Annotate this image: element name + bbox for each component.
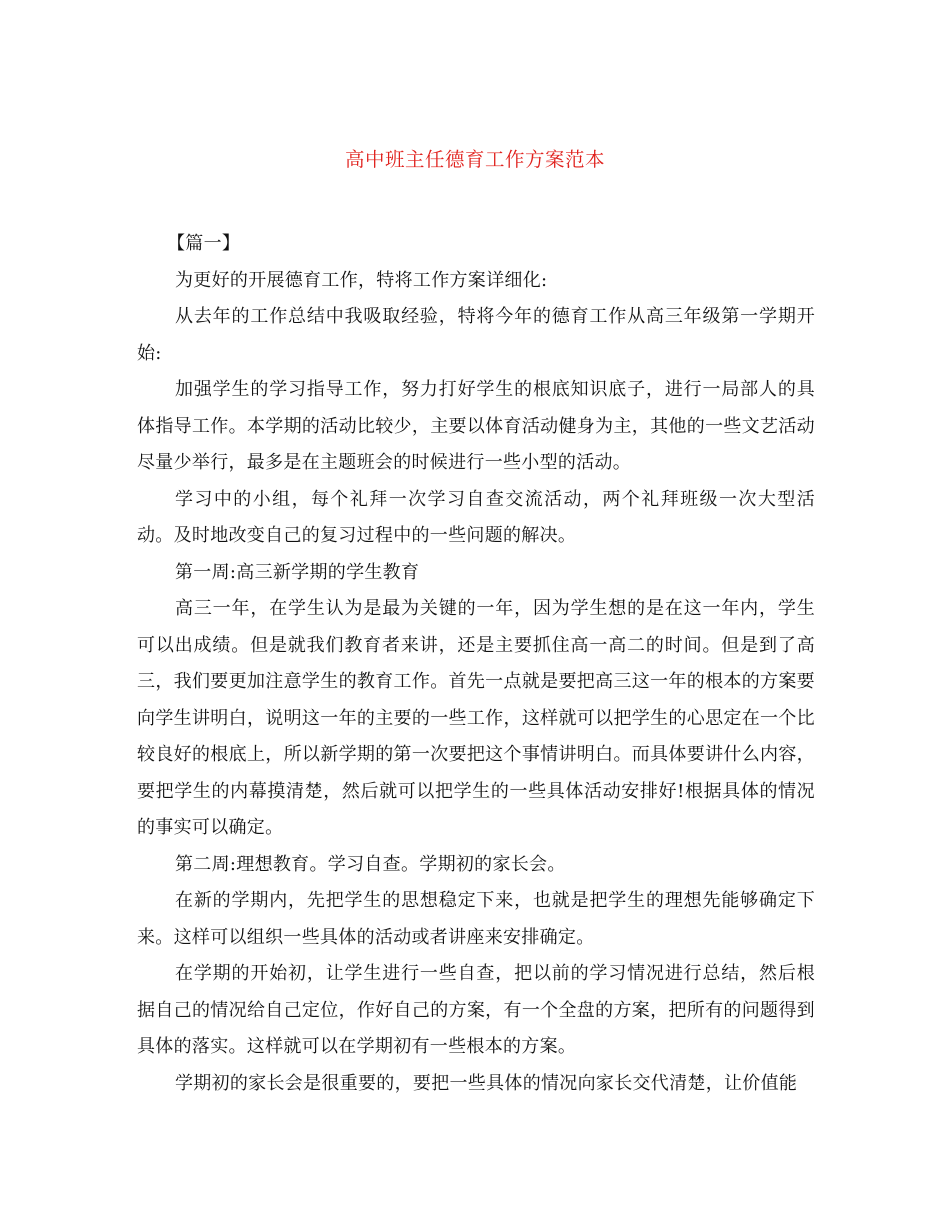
- document-body: [137, 226, 815, 1102]
- paragraph: 从去年的工作总结中我吸取经验，特将今年的德育工作从高三年级第一学期开始:: [137, 306, 815, 364]
- paragraph: 第二周:理想教育。学习自查。学期初的家长会。: [175, 853, 566, 875]
- paragraph: 第一周:高三新学期的学生教育: [175, 561, 420, 583]
- paragraph: 在学期的开始初，让学生进行一些自查，把以前的学习情况进行总结，然后根据自己的情况给自己定位，作好自己的方案，有一个全盘的方案，把所有的问题得到具体的落实。这样就可以在学期初有一些根本的方案。: [137, 963, 815, 1057]
- document-title: 高中班主任德育工作方案范本: [344, 148, 605, 171]
- paragraph: 在新的学期内，先把学生的思想稳定下来，也就是把学生的理想先能够确定下来。这样可以组织一些具体的活动或者讲座来安排确定。: [137, 890, 815, 948]
- paragraph: 加强学生的学习指导工作，努力打好学生的根底知识底子，进行一局部人的具体指导工作。本学期的活动比较少，主要以体育活动健身为主，其他的一些文艺活动尽量少举行，最多是在主题班会的时候进行一些小型的活动。: [137, 379, 815, 473]
- paragraph: 为更好的开展德育工作，特将工作方案详细化:: [175, 269, 548, 291]
- paragraph: 学习中的小组，每个礼拜一次学习自查交流活动，两个礼拜班级一次大型活动。及时地改变自己的复习过程中的一些问题的解决。: [137, 488, 815, 546]
- paragraph: 高三一年，在学生认为是最为关键的一年，因为学生想的是在这一年内，学生可以出成绩。但是就我们教育者来讲，还是主要抓住高一高二的时间。但是到了高三，我们要更加注意学生的教育工作。首先一点就是要把高三这一年的根本的方案要向学生讲明白，说明这一年的主要的一些工作，这样就可以把学生的心思定在一个比较良好的根底上，所以新学期的第一次要把这个事情讲明白。而具体要讲什么内容，要把学生的内幕摸清楚，然后就可以把学生的一些具体活动安排好!根据具体的情况的事实可以确定。: [137, 598, 815, 838]
- paragraph: 学期初的家长会是很重要的，要把一些具体的情况向家长交代清楚，让价值能: [175, 1072, 798, 1094]
- section-heading: 【篇一】: [167, 233, 241, 254]
